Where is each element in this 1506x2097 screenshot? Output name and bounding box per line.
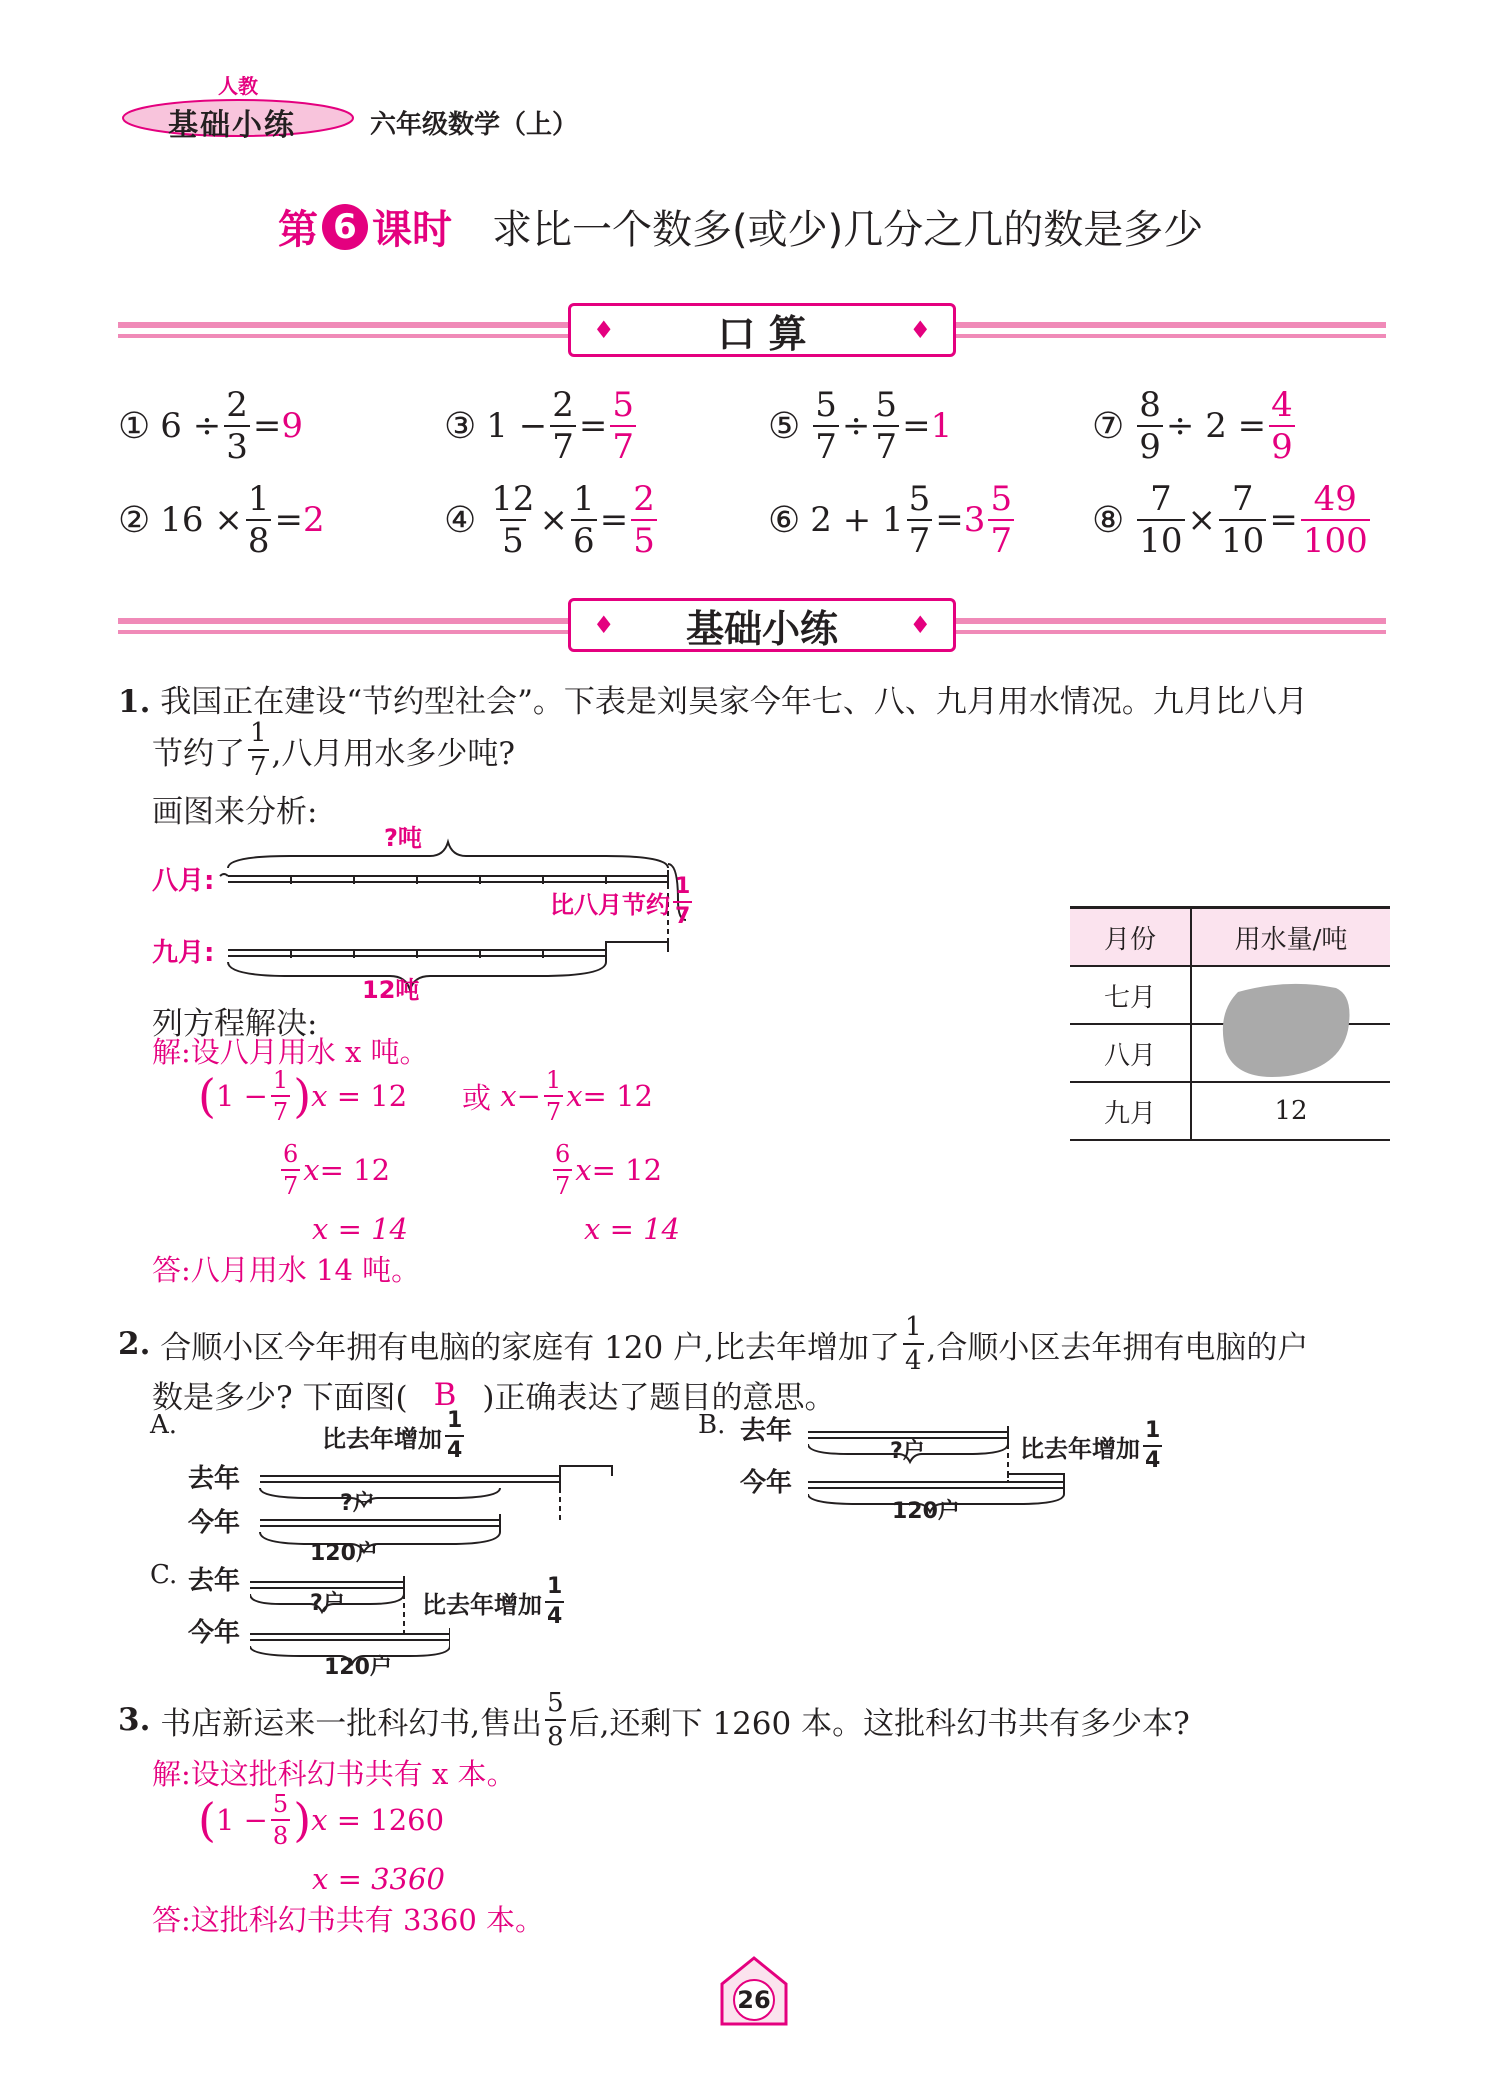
q2-choice-answer: B [433,1376,457,1413]
q1-eq3-alt: x = 14 [584,1212,680,1246]
q2-option-a: A. 去年 今年 比去年增加 $\frac{1}{4}$ ?户 120户 [150,1410,670,1690]
oral-answer: 1 [930,406,953,446]
oral-section-title: 口 算 [717,311,807,356]
oral-answer: $\frac{4}{9}$ [1271,385,1293,467]
q1-line1: 1. 我国正在建设“节约型社会”。下表是刘昊家今年七、八、九月用水情况。九月比八月 [118,684,1308,720]
oral-answer: 2 [302,500,325,540]
oral-answer: $\frac{49}{100}$ [1302,479,1368,561]
basic-section-banner [568,598,956,652]
lesson-prefix: 第 [278,207,318,253]
option-a-diagram [250,1440,630,1560]
q1-method: 列方程解决: [152,1006,318,1042]
q3-line1: 3. 书店新运来一批科幻书,售出 $\frac{5}{8}$ 后,还剩下 1260 本。这批科幻书共有多少本? [118,1688,1190,1752]
diamond-icon: ♦ [593,611,615,639]
q1-aug-label: 八月: [152,866,215,896]
diamond-icon: ♦ [909,316,931,344]
diamond-icon: ♦ [593,316,615,344]
q1-eq1: ( 1 − $\frac{1}{7}$ ) x = 12 [198,1066,408,1126]
basic-section-title: 基础小练 [685,606,838,651]
q1-sep-label: 九月: [152,938,215,968]
oral-answer: $\frac{2}{5}$ [633,479,655,561]
oral-answer: 9 [281,406,303,446]
table-row: 七月 [1070,966,1390,1024]
lesson-number: 6 [322,204,368,250]
oral-answer: $\frac{5}{7}$ [612,385,634,467]
q1-let: 解:设八月用水 x 吨。 [152,1035,429,1069]
q2-line2: 数是多少? 下面图( B )正确表达了题目的意思。 [152,1376,836,1416]
q1-analyze: 画图来分析: [152,794,318,830]
oral-answer: 3 $\frac{5}{7}$ [963,479,1013,561]
option-c-diagram [250,1568,450,1684]
diamond-icon: ♦ [909,611,931,639]
grade-label: 六年级数学（上） [370,110,579,140]
oral-item-7: ⑦ $\frac{8}{9}$ ÷ 2 = $\frac{4}{9}$ [1092,385,1293,467]
page-number: 26 [737,1986,771,2014]
q1-eq3: x = 14 [312,1212,408,1246]
oral-item-6: ⑥ 2 + 1 $\frac{5}{7}$ = 3 $\frac{5}{7}$ [768,482,1017,558]
brand-logo [118,70,358,142]
oral-item-2: ② 16 × $\frac{1}{8}$ = 2 [118,479,325,561]
lesson-heading [278,198,1203,255]
oral-item-1: ① 6 ÷ $\frac{2}{3}$ = 9 [118,385,303,467]
option-b-diagram [808,1418,1148,1528]
q1-answer: 答:八月用水 14 吨。 [152,1253,421,1287]
oral-item-8: ⑧ $\frac{7}{10}$ × $\frac{7}{10}$ = $\frac{49}{100}$ [1092,479,1368,561]
q1-eq2: $\frac{6}{7}$ x = 12 [283,1140,391,1200]
q1-eq1-alt: 或 x − $\frac{1}{7}$ x = 12 [462,1066,653,1126]
q2-line1: 2. 合顺小区今年拥有电脑的家庭有 120 户,比去年增加了 $\frac{1}{4}$ ,合顺小区去年拥有电脑的户 [118,1312,1309,1376]
oral-item-4: ④ $\frac{12}{5}$ × $\frac{1}{6}$ = $\frac{2}{5}$ [444,479,655,561]
q2-option-c: C. 去年 今年 ?户 120户 比去年增加 $\frac{1}{4}$ [150,1560,670,1690]
q2-option-b: B. 去年 今年 ?户 120户 比去年增加 $\frac{1}{4}$ [698,1410,1218,1530]
q1-eq2-alt: $\frac{6}{7}$ x = 12 [555,1140,663,1200]
page-number-badge [716,1954,792,2030]
table-row: 九月 12 [1070,1082,1390,1140]
ink-blot [1218,982,1354,1082]
q1-line2: 节约了 $\frac{1}{7}$ ,八月用水多少吨? [152,718,516,782]
lesson-suffix: 课时 [372,207,452,253]
brand-top: 人教 [218,74,258,98]
q3-eq1: ( 1 − $\frac{5}{8}$ ) x = 1260 [198,1790,445,1850]
brand-name: 基础小练 [168,108,296,143]
table-header-row: 月份 用水量/吨 [1070,908,1390,967]
q3-let: 解:设这批科幻书共有 x 本。 [152,1757,516,1791]
q1-12-ton: 12吨 [362,976,420,1004]
table-row: 八月 [1070,1024,1390,1082]
q1-save-label: 比八月节约 $\frac{1}{7}$ [550,874,691,929]
q1-question-ton: ?吨 [384,824,422,852]
oral-item-3: ③ 1 − $\frac{2}{7}$ = $\frac{5}{7}$ [444,385,634,467]
lesson-title: 求比一个数多(或少)几分之几的数是多少 [492,207,1204,253]
q3-eq2: x = 3360 [312,1862,445,1896]
q3-answer: 答:这批科幻书共有 3360 本。 [152,1903,545,1937]
oral-item-5: ⑤ $\frac{5}{7}$ ÷ $\frac{5}{7}$ = 1 [768,385,953,467]
aug-brace [228,842,668,868]
oral-section-banner [568,303,956,357]
